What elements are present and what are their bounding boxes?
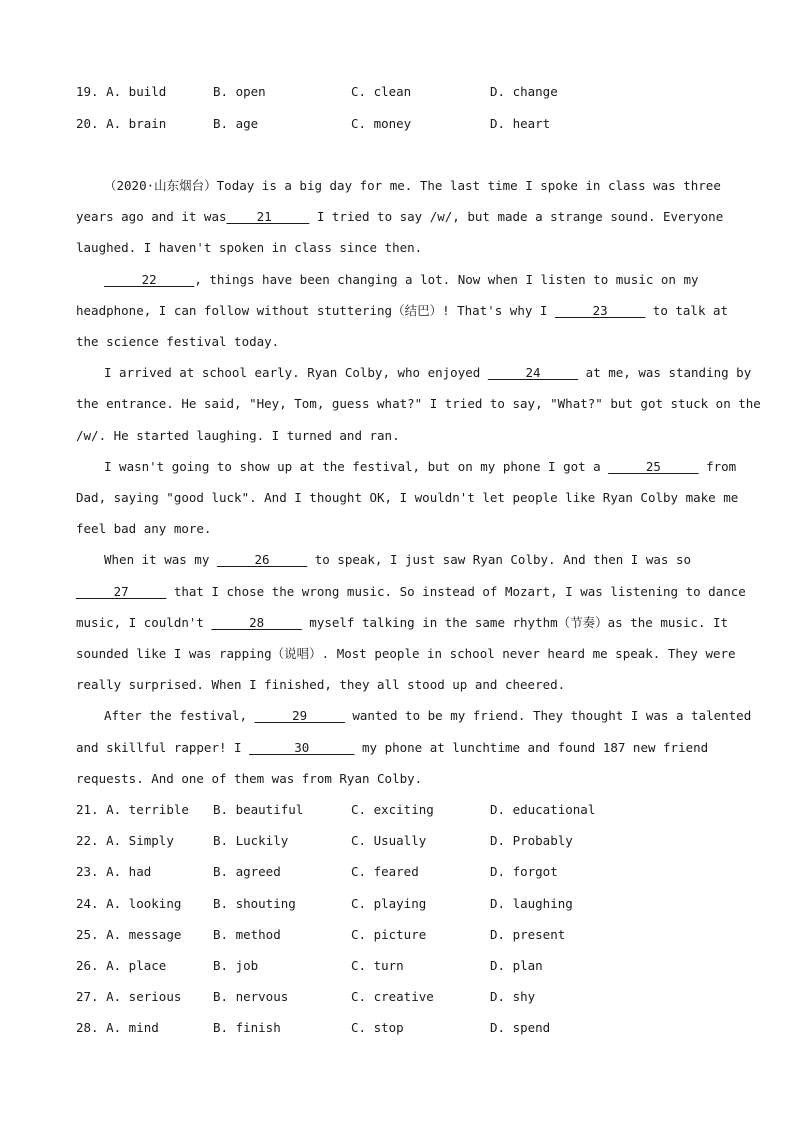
question-number-and-option-a: 28. A. mind: [76, 1020, 159, 1035]
option-b: B. open: [213, 84, 266, 99]
option-b: B. shouting: [213, 896, 296, 911]
passage-line: sounded like I was rapping（说唱）. Most people in school never heard me speak. They were: [76, 646, 736, 661]
blank-27: _____27_____: [76, 584, 167, 599]
option-b: B. age: [213, 116, 259, 131]
question-number-and-option-a: 27. A. serious: [76, 989, 182, 1004]
blank-24: _____24_____: [487, 365, 579, 380]
option-d: D. heart: [490, 116, 551, 131]
passage-line: years ago and it was____21_____ I tried to say /w/, but made a strange sound. Everyone: [76, 207, 723, 227]
passage-line: （2020·山东烟台）Today is a big day for me. The last time I spoke in class was three: [104, 178, 721, 193]
option-c: C. feared: [351, 864, 419, 879]
question-number-and-option-a: 23. A. had: [76, 864, 152, 879]
blank-30: ______30______: [249, 740, 355, 755]
passage-line: headphone, I can follow without stuttering（结巴）! That's why I _____23_____ to talk at: [76, 301, 728, 321]
question-number-and-option-a: 24. A. looking: [76, 896, 182, 911]
passage-line: Dad, saying "good luck". And I thought OK, I wouldn't let people like Ryan Colby make me: [76, 490, 739, 505]
option-c: C. picture: [351, 927, 427, 942]
blank-21: ____21_____: [226, 209, 310, 224]
option-c: C. money: [351, 116, 412, 131]
passage-line: laughed. I haven't spoken in class since then.: [76, 240, 423, 255]
question-number-and-option-a: 25. A. message: [76, 927, 182, 942]
option-c: C. turn: [351, 958, 404, 973]
passage-line: I wasn't going to show up at the festival, but on my phone I got a _____25_____ from: [104, 457, 736, 477]
option-c: C. playing: [351, 896, 427, 911]
question-number-and-option-a: 19. A. build: [76, 84, 167, 99]
question-number-and-option-a: 22. A. Simply: [76, 833, 174, 848]
blank-29: _____29_____: [254, 708, 345, 723]
option-c: C. Usually: [351, 833, 427, 848]
option-d: D. spend: [490, 1020, 551, 1035]
question-number-and-option-a: 26. A. place: [76, 958, 167, 973]
passage-line: really surprised. When I finished, they all stood up and cheered.: [76, 677, 566, 692]
passage-line: the entrance. He said, "Hey, Tom, guess what?" I tried to say, "What?" but got stuck on the: [76, 396, 761, 411]
option-d: D. educational: [490, 802, 596, 817]
option-b: B. method: [213, 927, 281, 942]
option-d: D. change: [490, 84, 558, 99]
passage-line: _____22_____, things have been changing a lot. Now when I listen to music on my: [104, 270, 699, 290]
option-b: B. job: [213, 958, 259, 973]
passage-line: After the festival, _____29_____ wanted to be my friend. They thought I was a talented: [104, 706, 751, 726]
passage-line: feel bad any more.: [76, 521, 212, 536]
passage-line: I arrived at school early. Ryan Colby, who enjoyed _____24_____ at me, was standing by: [104, 363, 751, 383]
passage-line: and skillful rapper! I ______30______ my phone at lunchtime and found 187 new friend: [76, 738, 708, 758]
option-b: B. Luckily: [213, 833, 289, 848]
option-c: C. creative: [351, 989, 434, 1004]
passage-line: requests. And one of them was from Ryan Colby.: [76, 771, 423, 786]
option-d: D. plan: [490, 958, 543, 973]
passage-line: _____27_____ that I chose the wrong music. So instead of Mozart, I was listening to dance: [76, 582, 746, 602]
passage-line: the science festival today.: [76, 334, 280, 349]
option-d: D. present: [490, 927, 566, 942]
passage-source: （2020·山东烟台）: [104, 178, 217, 193]
option-c: C. exciting: [351, 802, 434, 817]
option-d: D. Probably: [490, 833, 573, 848]
option-b: B. agreed: [213, 864, 281, 879]
option-b: B. nervous: [213, 989, 289, 1004]
question-number-and-option-a: 20. A. brain: [76, 116, 167, 131]
option-d: D. shy: [490, 989, 536, 1004]
passage-line: music, I couldn't _____28_____ myself talking in the same rhythm（节奏）as the music. It: [76, 613, 728, 633]
blank-28: _____28_____: [211, 615, 302, 630]
option-b: B. finish: [213, 1020, 281, 1035]
blank-22: _____22_____: [104, 272, 195, 287]
passage-line: When it was my _____26_____ to speak, I just saw Ryan Colby. And then I was so: [104, 550, 691, 570]
option-b: B. beautiful: [213, 802, 304, 817]
option-c: C. clean: [351, 84, 412, 99]
blank-26: _____26_____: [216, 552, 308, 567]
blank-25: _____25_____: [608, 459, 699, 474]
passage-line: /w/. He started laughing. I turned and ran.: [76, 428, 400, 443]
option-c: C. stop: [351, 1020, 404, 1035]
question-number-and-option-a: 21. A. terrible: [76, 802, 189, 817]
blank-23: _____23_____: [554, 303, 646, 318]
option-d: D. forgot: [490, 864, 558, 879]
option-d: D. laughing: [490, 896, 573, 911]
